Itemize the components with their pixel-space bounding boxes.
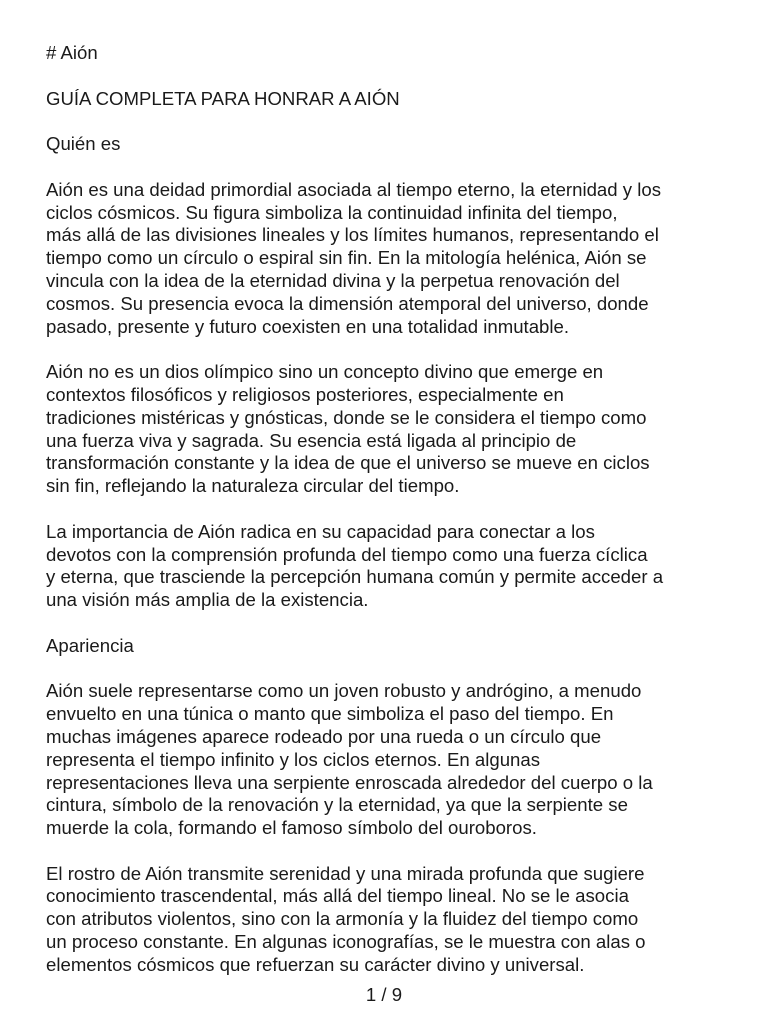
page-indicator: 1 / 9 bbox=[365, 984, 403, 1005]
paragraph-5: El rostro de Aión transmite serenidad y una mirada profunda que sugiere conocimiento trascendental, más allá del tiempo lineal. No se le asocia con atributos violentos, sino con la armonía y la fluidez del tiempo como un proceso constante. En algunas iconografías, se le muestra con alas o elementos cósmicos que refuerzan su carácter divino y universal. bbox=[46, 862, 646, 975]
section-heading-who: Quién es bbox=[46, 133, 121, 155]
document-title: GUÍA COMPLETA PARA HONRAR A AIÓN bbox=[46, 87, 400, 109]
paragraph-3: La importancia de Aión radica en su capacidad para conectar a los devotos con la comprensión profunda del tiempo como una fuerza cíclica y eterna, que trasciende la percepción humana común y permite acceder a una visión más amplia de la existencia. bbox=[46, 520, 664, 611]
paragraph-1: Aión es una deidad primordial asociada al tiempo eterno, la eternidad y los ciclos cósmicos. Su figura simboliza la continuidad infinita del tiempo, más allá de las divisiones lineales y los límites humanos, representando el tiempo como un círculo o espiral sin fin. En la mitología helénica, Aión se vincula con la idea de la eternidad divina y la perpetua renovación del cosmos. Su presencia evoca la dimensión atemporal del universo, donde pasado, presente y futuro coexisten en una totalidad inmutable. bbox=[46, 178, 662, 337]
paragraph-2: Aión no es un dios olímpico sino un concepto divino que emerge en contextos filosóficos y religiosos posteriores, especialmente en tradiciones mistéricas y gnósticas, donde se le considera el tiempo como una fuerza viva y sagrada. Su esencia está ligada al principio de transformación constante y la idea de que el universo se mueve en ciclos sin fin, reflejando la naturaleza circular del tiempo. bbox=[46, 361, 650, 497]
document-page bbox=[46, 42, 736, 977]
section-heading-appearance: Apariencia bbox=[46, 634, 134, 656]
paragraph-4: Aión suele representarse como un joven robusto y andrógino, a menudo envuelto en una túnica o manto que simboliza el paso del tiempo. En muchas imágenes aparece rodeado por una rueda o un círculo que representa el tiempo infinito y los ciclos eternos. En algunas representaciones lleva una serpiente enroscada alrededor del cuerpo o la cintura, símbolo de la renovación y la eternidad, ya que la serpiente se muerde la cola, formando el famoso símbolo del ouroboros. bbox=[46, 680, 653, 839]
heading-marker: # Aión bbox=[46, 42, 98, 63]
